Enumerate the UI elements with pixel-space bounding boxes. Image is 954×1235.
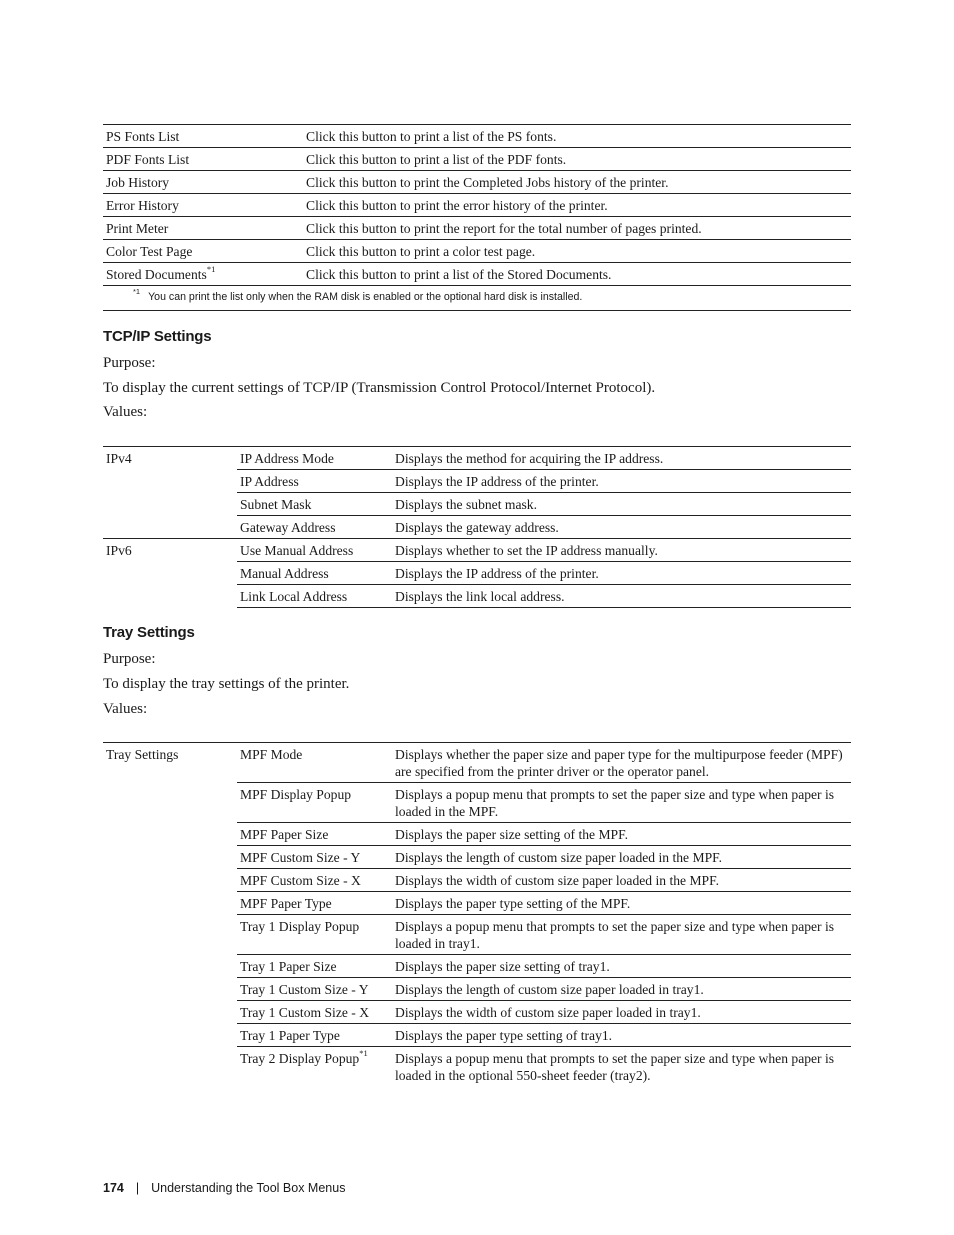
- tray-values-label: Values:: [103, 701, 148, 717]
- setting-description: Displays a popup menu that prompts to set the paper size and type when paper is loaded in tray1.: [392, 915, 851, 955]
- setting-description: Displays a popup menu that prompts to set the paper size and type when paper is loaded in the optional 550-sheet feeder (tray2).: [392, 1047, 851, 1087]
- setting-name-cell: [237, 915, 392, 955]
- setting-description: Displays the paper type setting of tray1.: [392, 1024, 851, 1047]
- tcpip-values-label: Values:: [103, 404, 148, 420]
- footnote-marker: *1: [359, 1048, 368, 1059]
- setting-name: Tray 1 Display Popup: [240, 919, 360, 934]
- table-row: [103, 447, 851, 470]
- setting-name: Tray 1 Custom Size - X: [240, 1005, 370, 1020]
- setting-name-cell: [237, 978, 392, 1001]
- page-footer: [103, 1181, 345, 1195]
- row-name-cell: [103, 240, 303, 263]
- setting-name: Tray 1 Paper Size: [240, 959, 337, 974]
- row-name: Job History: [106, 175, 170, 190]
- footnote-marker: *1: [206, 264, 216, 275]
- setting-name: Use Manual Address: [237, 539, 392, 562]
- setting-description: Displays the paper size setting of the MPF.: [392, 823, 851, 846]
- setting-name: Subnet Mask: [237, 493, 392, 516]
- setting-name: Tray 2 Display Popup: [240, 1051, 360, 1066]
- tcpip-values-table: [103, 446, 851, 608]
- row-name-cell: [103, 148, 303, 171]
- setting-name-cell: [237, 1024, 392, 1047]
- table-row: [103, 194, 851, 217]
- table-row: [103, 263, 851, 286]
- row-name: Error History: [106, 198, 179, 213]
- setting-description: Displays the IP address of the printer.: [392, 562, 851, 585]
- row-name: PS Fonts List: [106, 129, 180, 144]
- tray-settings-heading: Tray Settings: [103, 624, 195, 641]
- table-row: [103, 148, 851, 171]
- row-name: PDF Fonts List: [106, 152, 190, 167]
- setting-name-cell: [237, 783, 392, 823]
- setting-name: Manual Address: [237, 562, 392, 585]
- row-description: Click this button to print the report for the total number of pages printed.: [303, 217, 851, 240]
- tcpip-purpose-label: Purpose:: [103, 355, 156, 371]
- footnote-text: You can print the list only when the RAM disk is enabled or the optional hard disk is installed.: [148, 291, 583, 303]
- group-label: IPv4: [103, 447, 237, 539]
- setting-name: MPF Paper Type: [240, 896, 332, 911]
- setting-description: Displays whether to set the IP address manually.: [392, 539, 851, 562]
- setting-name: Tray 1 Custom Size - Y: [240, 982, 369, 997]
- setting-name-cell: [237, 846, 392, 869]
- row-name-cell: [103, 125, 303, 148]
- setting-name: Gateway Address: [237, 516, 392, 539]
- tray-purpose-label: Purpose:: [103, 651, 156, 667]
- row-name-cell: [103, 263, 303, 286]
- table-row: [103, 125, 851, 148]
- row-name-cell: [103, 171, 303, 194]
- setting-description: Displays the gateway address.: [392, 516, 851, 539]
- setting-description: Displays the link local address.: [392, 585, 851, 608]
- report-buttons-table: [103, 124, 851, 311]
- row-name: Print Meter: [106, 221, 169, 236]
- group-label: IPv6: [103, 539, 237, 608]
- setting-name: Tray 1 Paper Type: [240, 1028, 340, 1043]
- setting-name: IP Address Mode: [237, 447, 392, 470]
- footer-separator: |: [135, 1181, 140, 1195]
- setting-name: MPF Paper Size: [240, 827, 329, 842]
- setting-name-cell: [237, 869, 392, 892]
- setting-description: Displays the width of custom size paper loaded in tray1.: [392, 1001, 851, 1024]
- setting-name-cell: [237, 1047, 392, 1087]
- row-name: Stored Documents: [106, 267, 207, 282]
- table-row: [103, 240, 851, 263]
- row-description: Click this button to print a color test page.: [303, 240, 851, 263]
- row-name-cell: [103, 194, 303, 217]
- row-description: Click this button to print the error history of the printer.: [303, 194, 851, 217]
- setting-name: IP Address: [237, 470, 392, 493]
- setting-name-cell: [237, 892, 392, 915]
- setting-name: MPF Custom Size - Y: [240, 850, 361, 865]
- setting-name-cell: [237, 743, 392, 783]
- setting-name-cell: [237, 823, 392, 846]
- setting-description: Displays whether the paper size and paper type for the multipurpose feeder (MPF) are specified from the printer driver or the operator panel.: [392, 743, 851, 783]
- setting-description: Displays the IP address of the printer.: [392, 470, 851, 493]
- group-label: Tray Settings: [103, 743, 237, 1087]
- table-footnote-row: [103, 286, 851, 311]
- setting-name-cell: [237, 955, 392, 978]
- chapter-title: Understanding the Tool Box Menus: [151, 1181, 346, 1195]
- table-row: [103, 539, 851, 562]
- row-description: Click this button to print a list of the PS fonts.: [303, 125, 851, 148]
- row-description: Click this button to print a list of the PDF fonts.: [303, 148, 851, 171]
- table-row: [103, 743, 851, 783]
- row-description: Click this button to print the Completed Jobs history of the printer.: [303, 171, 851, 194]
- setting-name: MPF Display Popup: [240, 787, 352, 802]
- setting-description: Displays the method for acquiring the IP address.: [392, 447, 851, 470]
- table-row: [103, 171, 851, 194]
- setting-name: Link Local Address: [237, 585, 392, 608]
- setting-name: MPF Custom Size - X: [240, 873, 361, 888]
- tcpip-purpose-text: To display the current settings of TCP/IP (Transmission Control Protocol/Internet Protocol).: [103, 380, 656, 396]
- setting-name-cell: [237, 1001, 392, 1024]
- table-footnote: [103, 286, 851, 311]
- setting-description: Displays the length of custom size paper loaded in the MPF.: [392, 846, 851, 869]
- page-number: 174: [103, 1181, 124, 1195]
- setting-description: Displays the paper type setting of the MPF.: [392, 892, 851, 915]
- setting-description: Displays the width of custom size paper loaded in the MPF.: [392, 869, 851, 892]
- footnote-marker: *1: [133, 287, 141, 297]
- row-name: Color Test Page: [106, 244, 193, 259]
- tray-purpose-text: To display the tray settings of the printer.: [103, 676, 350, 692]
- setting-description: Displays the length of custom size paper loaded in tray1.: [392, 978, 851, 1001]
- setting-description: Displays the paper size setting of tray1.: [392, 955, 851, 978]
- setting-description: Displays a popup menu that prompts to set the paper size and type when paper is loaded in the MPF.: [392, 783, 851, 823]
- tcpip-settings-heading: TCP/IP Settings: [103, 328, 212, 345]
- setting-description: Displays the subnet mask.: [392, 493, 851, 516]
- tray-values-table: [103, 742, 851, 1086]
- row-description: Click this button to print a list of the Stored Documents.: [303, 263, 851, 286]
- setting-name: MPF Mode: [240, 747, 303, 762]
- row-name-cell: [103, 217, 303, 240]
- table-row: [103, 217, 851, 240]
